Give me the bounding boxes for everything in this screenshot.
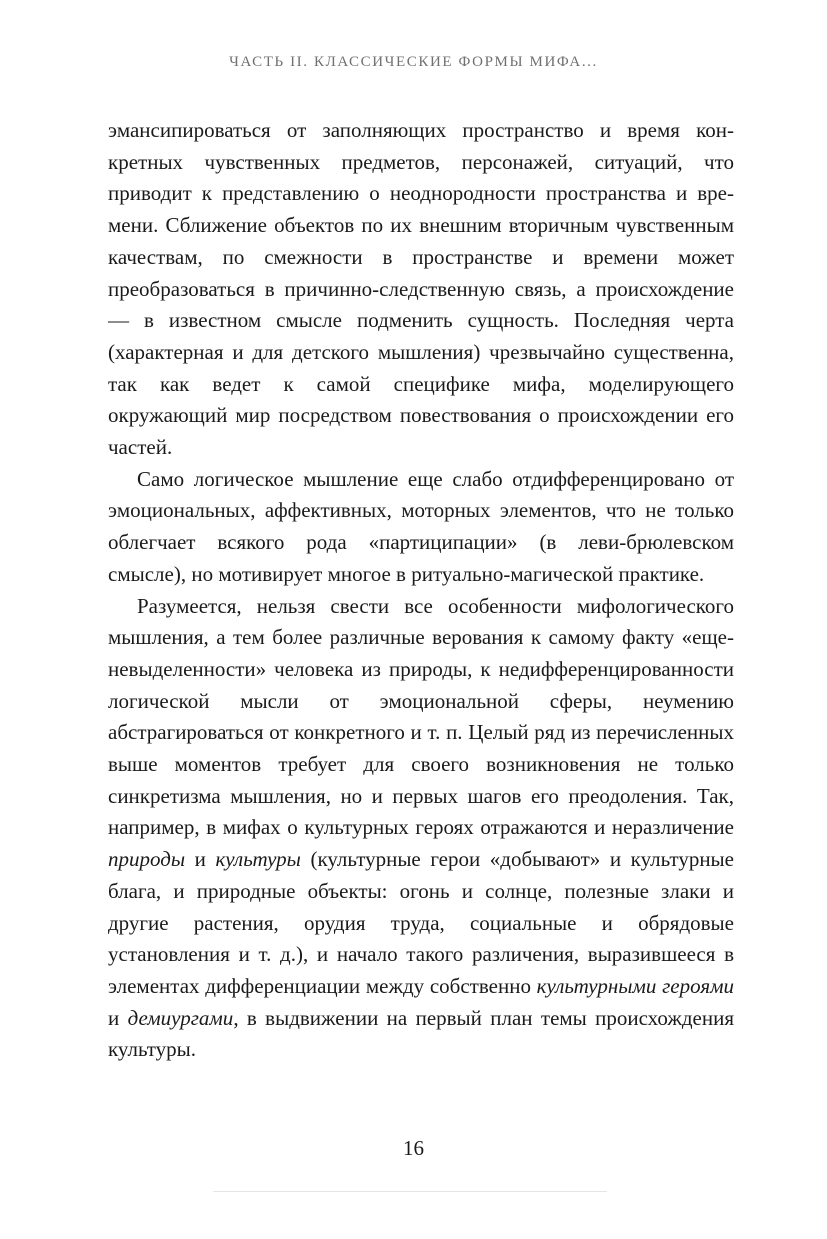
paragraph-3-text: (культурные герои «добывают» и культурные блага, и природные объекты: огонь и солнце, полезные злаки и другие растения, орудия труда, социальные и обрядовые установления и т. д.), и начало такого различения, выразившееся в элементах дифференциации между собственно bbox=[108, 847, 734, 998]
italic-term-culture-heroes: культурными героями bbox=[536, 973, 734, 998]
page-number: 16 bbox=[403, 1136, 424, 1160]
italic-term-nature: природы bbox=[108, 847, 186, 872]
paragraph-2: Само логическое мышление еще слабо отдифференцировано от эмоциональных, аффективных, моторных элементов, что не только облегчает всякого рода «партиципации» (в леви-брюлевском смысле), но мотивирует многое в ритуально-магической практике. bbox=[108, 466, 734, 586]
body-text bbox=[108, 115, 734, 1066]
italic-term-culture: культуры bbox=[215, 847, 301, 872]
italic-term-demiurges: демиургами bbox=[127, 1005, 234, 1030]
paragraph-3-text: Разумеется, нельзя свести все особенности мифологического мышления, а тем более различные верования к самому факту «еще-невыделенности» человека из природы, к недифференцированности логической мысли от эмоциональной сферы, неумению абстрагироваться от конкретного и т. п. Целый ряд из перечисленных выше моментов требует для своего возникновения не только синкретизма мышления, но и первых шагов его преодоления. Так, например, в мифах о культурных героях отражаются и неразличение bbox=[108, 593, 734, 840]
paragraph-3 bbox=[108, 591, 734, 1067]
paragraph-3-text: и bbox=[108, 1005, 128, 1030]
running-head: ЧАСТЬ II. КЛАССИЧЕСКИЕ ФОРМЫ МИФА... bbox=[229, 54, 598, 70]
footer-divider bbox=[213, 1191, 607, 1192]
paragraph-3-text: и bbox=[185, 847, 216, 872]
paragraph-1: эмансипироваться от заполняющих пространство и время конкретных чувственных предметов, персонажей, ситуаций, что приводит к представлению о неоднородности пространства и времени. Сближение объектов по их внешним вторичным чувственным качествам, по смежности в пространстве и времени может преобразоваться в причинно-следственную связь, а происхождение — в известном смысле подменить сущность. Последняя черта (характерная и для детского мышления) чрезвычайно существенна, так как ведет к самой специфике мифа, моделирующего окружающий мир посредством повествования о происхождении его частей. bbox=[108, 118, 734, 460]
paragraph-3-text: , в выдвижении на первый план темы происхождения культуры. bbox=[108, 1005, 734, 1062]
